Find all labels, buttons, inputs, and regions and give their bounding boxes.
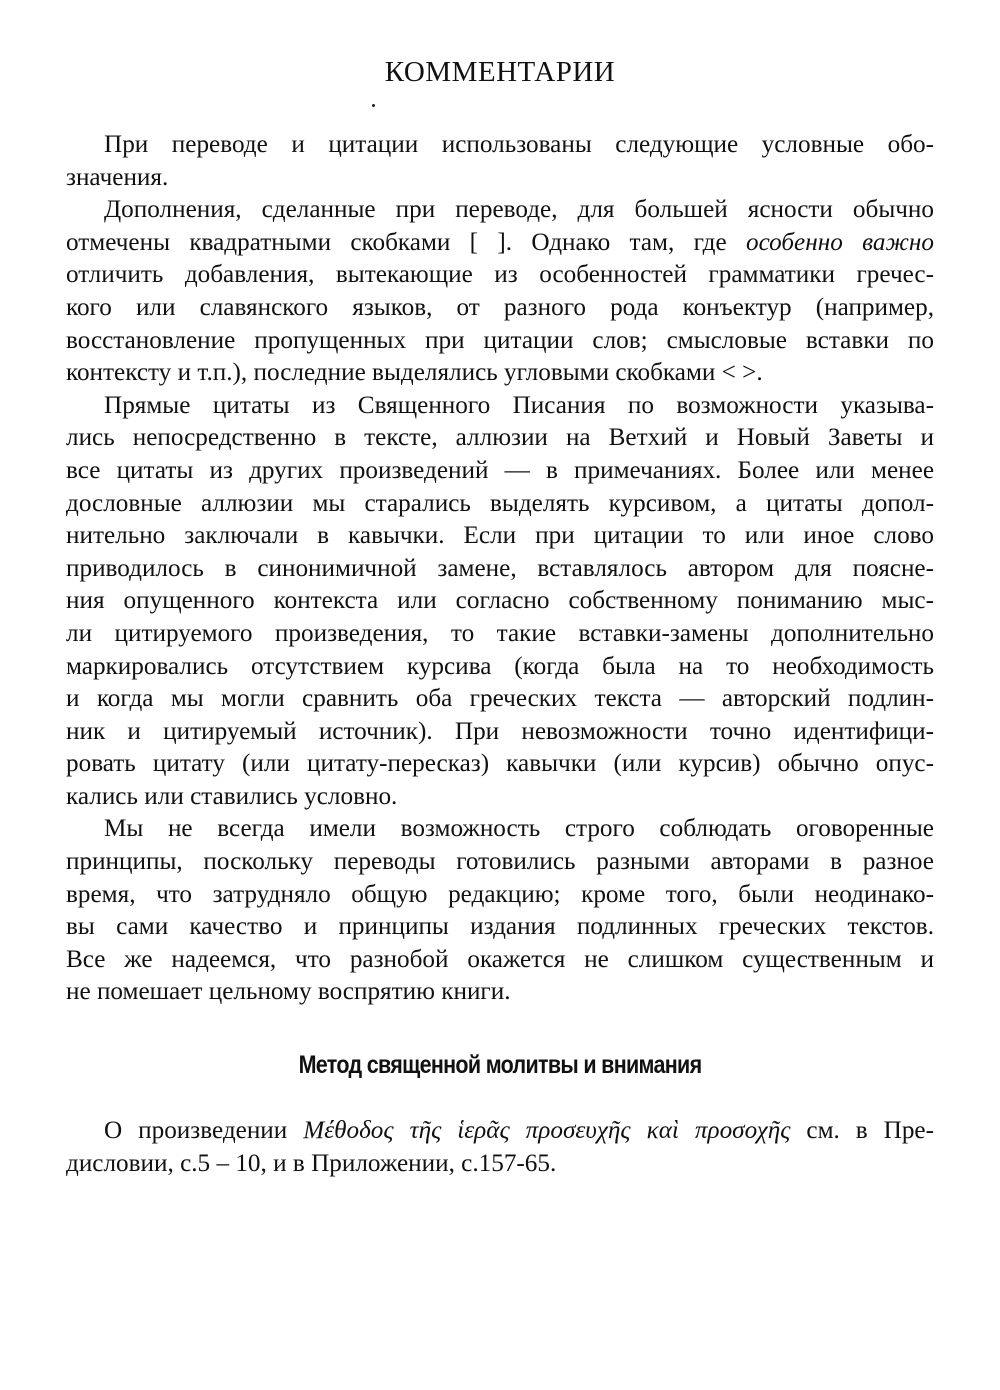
greek-title: Μέθοδος τῆς ἱερᾶς προσευχῆς καὶ προσοχῆς [303, 1117, 791, 1145]
text-line: дословные аллюзии мы старались выделять курсивом, а цитаты допол- [66, 489, 934, 517]
page-title: КОММЕНТАРИИ [384, 56, 616, 88]
text-line: кого или славянского языков, от разного рода конъектур (например, [66, 293, 934, 321]
paragraph-3 [66, 390, 934, 814]
text-line-part: О произведении [104, 1117, 304, 1145]
text-line: Все же надеемся, что разнобой окажется не слишком существенным и [66, 945, 934, 973]
text-line: не помешает цельному воспрятию книги. [66, 978, 511, 1006]
text-line: контексту и т.п.), последние выделялись угловыми скобками < >. [66, 359, 763, 387]
text-line: дисловии, с.5 – 10, и в Приложении, с.157-65. [66, 1149, 557, 1177]
text-line: маркировались отсутствием курсива (когда была на то необходимость [66, 652, 934, 680]
text-line: и когда мы могли сравнить оба греческих текста — авторский подлин- [66, 685, 934, 713]
section-body [66, 1115, 934, 1180]
paragraph-1 [66, 129, 934, 194]
text-line: принципы, поскольку переводы готовились разными авторами в разное [66, 848, 934, 876]
text-line: нительно заключали в кавычки. Если при цитации то или иное слово [66, 522, 934, 550]
text-line: Мы не всегда имели возможность строго соблюдать оговоренные [104, 815, 934, 843]
text-line: восстановление пропущенных при цитации слов; смысловые вставки по [66, 326, 934, 354]
text-line: лись непосредственно в тексте, аллюзии на Ветхий и Новый Заветы и [66, 424, 934, 452]
text-line: отличить добавления, вытекающие из особенностей грамматики гречес- [66, 261, 934, 289]
text-line: При переводе и цитации использованы следующие условные обо- [104, 131, 934, 158]
text-line: ли цитируемого произведения, то такие вставки-замены дополнительно [66, 619, 934, 647]
text-line: вы сами качество и принципы издания подлинных греческих текстов. [66, 913, 934, 941]
text-line [66, 227, 934, 260]
page [66, 50, 934, 1180]
text-line-part: отмечены квадратными скобками [ ]. Однако там, где [66, 228, 746, 256]
text-line: Прямые цитаты из Священного Писания по возможности указыва- [104, 391, 934, 419]
text-line: ровать цитату (или цитату-пересказ) кавычки (или курсив) обычно опус- [66, 750, 934, 778]
emphasis-text: особенно важно [745, 228, 934, 256]
paragraph-2 [66, 194, 934, 390]
section-heading: Метод священной молитвы и внимания [298, 1051, 702, 1080]
text-line: Дополнения, сделанные при переводе, для большей ясности обычно [104, 196, 934, 224]
paragraph-4 [66, 813, 934, 1009]
text-line: кались или ставились условно. [66, 782, 398, 810]
text-line [66, 1115, 934, 1148]
text-line: все цитаты из других произведений — в примечаниях. Более или менее [66, 456, 934, 484]
text-line: значения. [66, 163, 169, 191]
text-line: время, что затрудняло общую редакцию; кроме того, были неодинако- [66, 880, 934, 908]
text-line: приводилось в синонимичной замене, вставлялось автором для поясне- [66, 554, 934, 582]
ink-dot [372, 104, 375, 107]
text-line-part: см. в Пре- [790, 1117, 934, 1145]
commentary-body [66, 129, 934, 1009]
text-line: ния опущенного контекста или согласно собственному пониманию мыс- [66, 587, 934, 615]
text-line: ник и цитируемый источник). При невозможности точно идентифици- [66, 717, 934, 745]
